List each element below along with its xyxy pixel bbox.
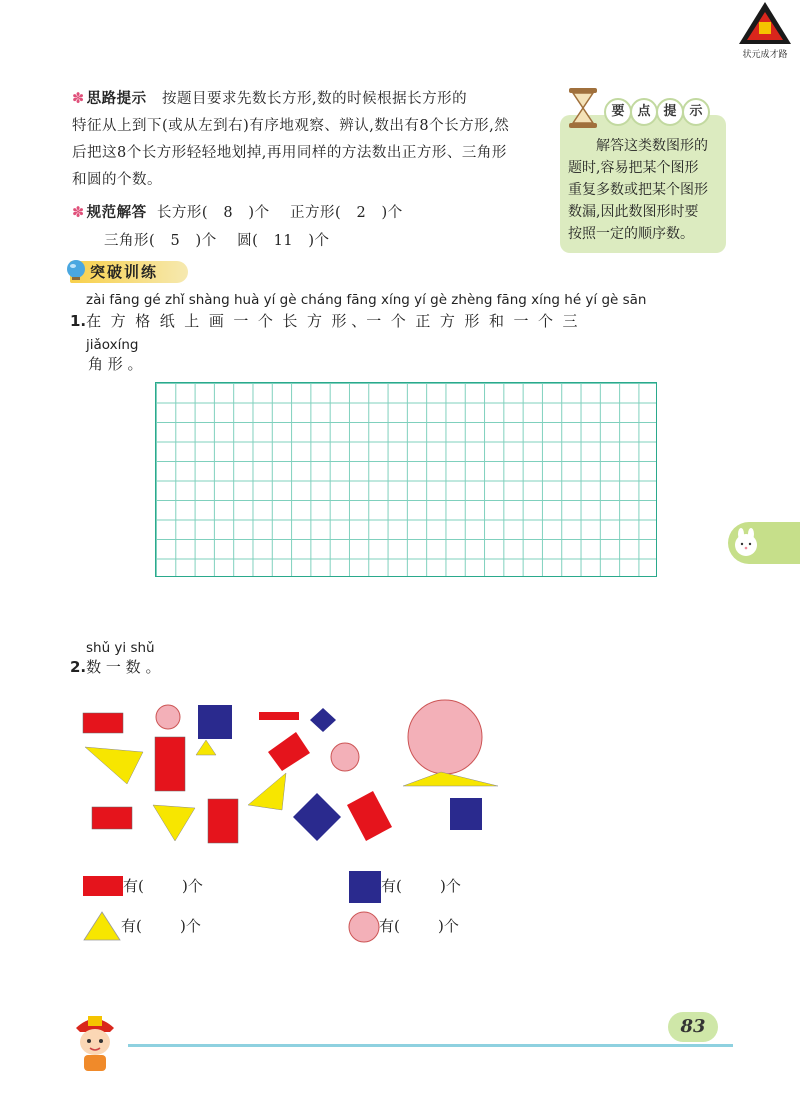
yellow-triangle [248, 773, 286, 810]
blue-square [450, 798, 482, 830]
brand-logo [735, 0, 795, 60]
q1-line-1 [70, 311, 578, 331]
hint-text-3: 后把这8个长方形轻轻地划掉,再用同样的方法数出正方形、三角形 [72, 145, 507, 161]
rectangle-count-blank[interactable]: 有( )个 [123, 877, 203, 895]
logo-text: 状元成才路 [742, 50, 788, 60]
hint-text-2: 特征从上到下(或从左到右)有序地观察、辨认,数出有8个长方形,然 [72, 118, 510, 134]
tip-line-5: 按照一定的顺序数。 [568, 226, 694, 242]
q1-text-2: 角 形 。 [88, 355, 143, 373]
pink-circle [331, 743, 359, 771]
globe-icon [64, 258, 88, 282]
hint-line-1 [72, 89, 467, 109]
blue-square [198, 705, 232, 739]
tip-title-char-3: 提 [656, 98, 684, 126]
shapes-figure [75, 695, 505, 850]
blue-square [293, 793, 341, 841]
tip-title-char-1: 要 [604, 98, 632, 126]
section-title: 突破训练 [90, 263, 159, 281]
yellow-triangle [403, 772, 498, 786]
red-rectangle [259, 712, 299, 720]
hint-label: 思路提示 [86, 91, 147, 107]
hint-text-4: 和圆的个数。 [72, 172, 162, 188]
tip-title-char-4: 示 [682, 98, 710, 126]
red-rectangle [268, 732, 310, 771]
red-rectangle [83, 713, 123, 733]
hint-text-1: 按题目要求先数长方形,数的时候根据长方形的 [161, 91, 468, 107]
q1-number: 1. [70, 312, 87, 330]
answer-text-1: 长方形( 8 )个 正方形( 2 )个 [156, 205, 403, 221]
tip-title-char-2: 点 [630, 98, 658, 126]
tip-line-4: 数漏,因此数图形时要 [568, 204, 699, 220]
flower-icon: ✽ [72, 91, 85, 107]
pink-circle [156, 705, 180, 729]
bunny-icon [731, 528, 761, 558]
yellow-triangle [85, 747, 143, 784]
flower-icon: ✽ [72, 205, 85, 221]
red-rectangle [155, 737, 185, 791]
q2-text: 数 一 数 。 [86, 658, 161, 676]
rectangle-legend-icon [82, 874, 124, 898]
red-rectangle [208, 799, 238, 843]
q1-text-1: 在 方 格 纸 上 画 一 个 长 方 形 、一 个 正 方 形 和 一 个 三 [86, 312, 578, 330]
mascot-icon [62, 1008, 128, 1074]
triangle-count-blank[interactable]: 有( )个 [121, 917, 201, 935]
q1-pinyin-1: zài fāng gé zhǐ shàng huà yí gè cháng fāng xíng yí gè zhèng fāng xíng hé yí gè sān [86, 292, 647, 308]
answer-line-1 [72, 203, 403, 223]
square-legend-icon [348, 870, 382, 904]
answer-text-2: 三角形( 5 )个 圆( 11 )个 [104, 233, 330, 249]
circle-count-blank[interactable]: 有( )个 [379, 917, 459, 935]
grid-paper[interactable] [155, 382, 657, 577]
q2-number: 2. [70, 658, 87, 676]
red-rectangle [92, 807, 132, 829]
q2-pinyin: shǔ yi shǔ [86, 640, 155, 656]
tip-line-1: 解答这类数图形的 [596, 138, 708, 154]
answer-label: 规范解答 [86, 205, 147, 221]
pink-circle [408, 700, 482, 774]
yellow-triangle [196, 740, 216, 755]
hourglass-icon [566, 86, 600, 130]
circle-legend-icon [347, 910, 381, 944]
page-number: 83 [668, 1012, 718, 1042]
q2-line [70, 657, 160, 677]
yellow-triangle [153, 805, 195, 841]
tip-line-2: 题时,容易把某个图形 [568, 160, 699, 176]
blue-square [310, 708, 336, 732]
tip-line-3: 重复多数或把某个图形 [568, 182, 708, 198]
red-rectangle [347, 791, 392, 841]
footer-divider [128, 1044, 733, 1047]
triangle-legend-icon [82, 910, 122, 942]
q1-pinyin-2: jiǎoxíng [86, 337, 139, 353]
square-count-blank[interactable]: 有( )个 [381, 877, 461, 895]
